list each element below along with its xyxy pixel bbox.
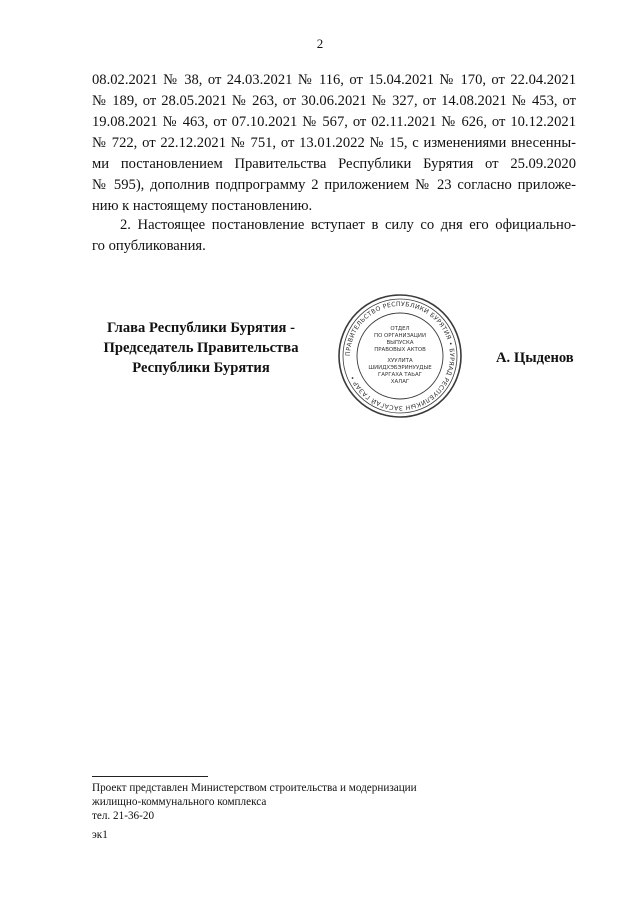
signer-title <box>92 318 310 378</box>
official-seal <box>336 292 464 420</box>
signer-title-line: Председатель Правительства <box>103 340 299 356</box>
seal-ring <box>343 299 457 413</box>
footnote <box>92 781 417 823</box>
paragraph-2-line: го опубликования. <box>92 238 206 254</box>
paragraph-2-line: 2. Настоящее постановление вступает в силу со дня его официально- <box>120 217 576 233</box>
seal-text-line: ХАЛАГ <box>390 379 410 385</box>
footnote-line: Проект представлен Министерством строительства и модернизации <box>92 782 417 794</box>
seal-text-line: ГАРГАХА ТАЬАГ <box>378 372 422 378</box>
paragraph-1-line: № 595), дополнив подпрограмму 2 приложением № 23 согласно приложе- <box>92 177 576 193</box>
signer-name: А. Цыденов <box>496 350 574 366</box>
document-code: эк1 <box>92 829 108 841</box>
paragraph-1-line: 19.08.2021 № 463, от 07.10.2021 № 567, от 02.11.2021 № 626, от 10.12.2021 <box>92 114 576 130</box>
paragraph-1-line: ми постановлением Правительства Республики Бурятия от 25.09.2020 <box>92 156 576 172</box>
footnote-line: тел. 21-36-20 <box>92 810 155 822</box>
seal-ring-text: ПРАВИТЕЛЬСТВО РЕСПУБЛИКИ БУРЯТИЯ • БУРЯАД РЕСПУБЛИКЫН ЗАСАГАЙ ГАЗАР • <box>344 300 456 412</box>
paragraph-1-line: нию к настоящему постановлению. <box>92 198 313 214</box>
seal-text-line: ОТДЕЛ <box>390 326 410 332</box>
paragraph-1-line: № 722, от 22.12.2021 № 751, от 13.01.2022 № 15, с изменениями внесенны- <box>92 135 576 151</box>
paragraph-1 <box>92 70 576 217</box>
seal-text-line: ШИИДХЭБЭРИНУУДЫЕ <box>368 365 432 371</box>
footnote-line: жилищно-коммунального комплекса <box>92 796 267 808</box>
signer-title-line: Глава Республики Бурятия - <box>107 320 295 336</box>
footnote-divider <box>92 776 208 777</box>
seal-text-line: ХУУЛИТА <box>387 358 413 364</box>
paragraph-1-line: 08.02.2021 № 38, от 24.03.2021 № 116, от 15.04.2021 № 170, от 22.04.2021 <box>92 72 576 88</box>
paragraph-1-line: № 189, от 28.05.2021 № 263, от 30.06.2021 № 327, от 14.08.2021 № 453, от <box>92 93 576 109</box>
seal-text-line: ПО ОРГАНИЗАЦИИ <box>374 333 426 339</box>
seal-text-line: ПРАВОВЫХ АКТОВ <box>374 347 426 353</box>
page-number: 2 <box>316 36 324 51</box>
seal-text-line: ВЫПУСКА <box>386 340 414 346</box>
signer-title-line: Республики Бурятия <box>132 360 270 376</box>
paragraph-2 <box>92 215 576 257</box>
